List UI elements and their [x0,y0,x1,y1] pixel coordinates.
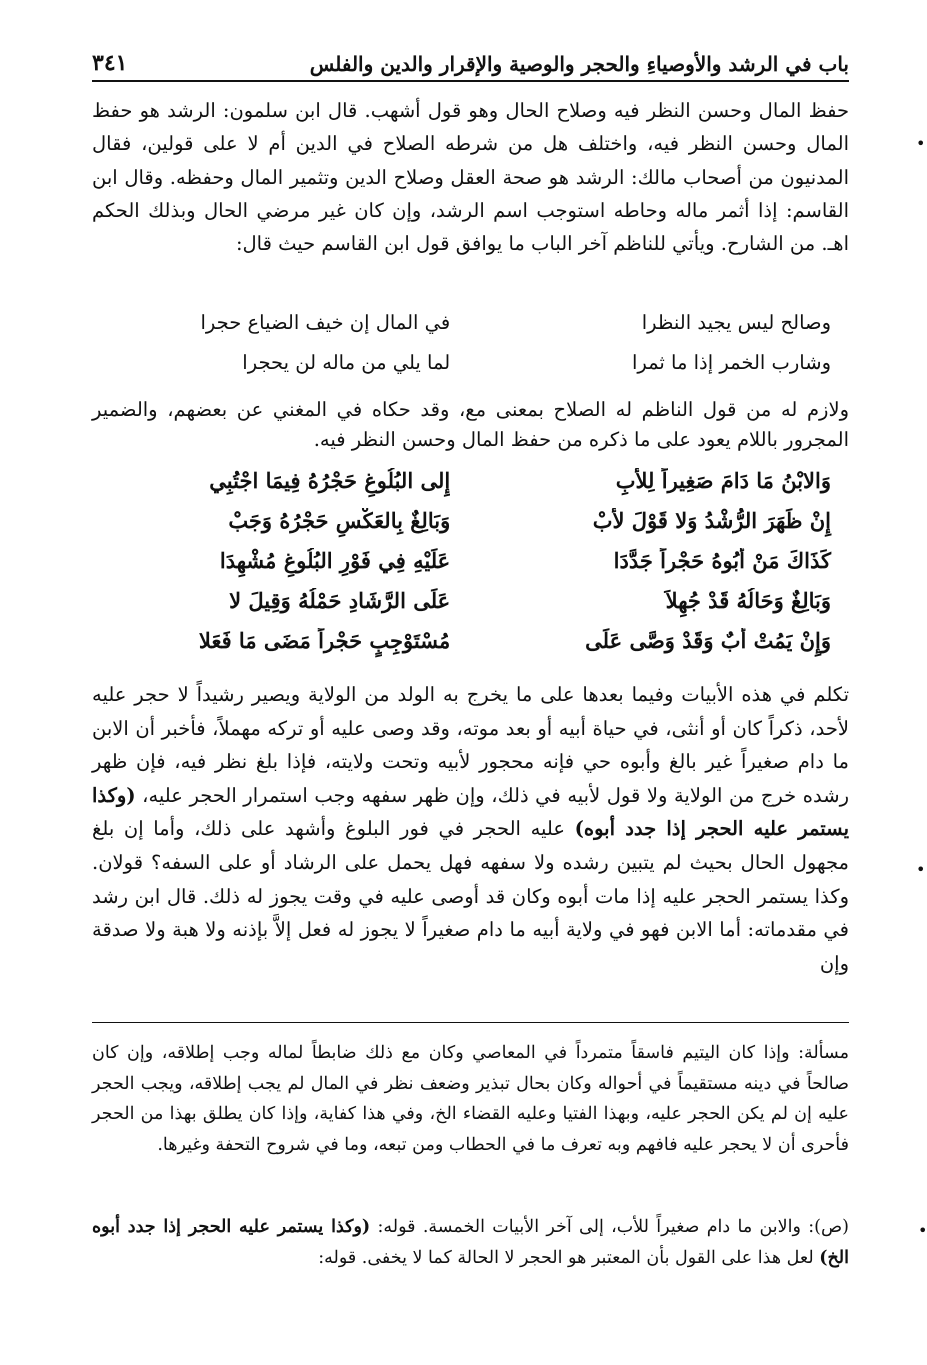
footnote-divider [92,1022,849,1023]
margin-marker: • [916,134,926,153]
verse-line [92,548,849,588]
verse-line [92,311,849,351]
paragraph-1: حفظ المال وحسن النظر فيه وصلاح الحال وهو قول أشهب. قال ابن سلمون: الرشد هو حفظ المال وحسن النظر فيه، واختلف هل من شرطه الصلاح في الدين أم لا على قولين، فقال المدنيون من أصحاب مالك: الرشد هو صحة العقل وصلاح الدين وتثمير المال وحفظه. وقال ابن القاسم: إذا أثمر ماله وحاطه استوجب اسم الرشد، وإن كان غير مرضي الحال وبذلك الحكم اهـ. من الشارح. ويأتي للناظم آخر الباب ما يوافق قول ابن القاسم حيث قال: [92,99,849,256]
margin-marker: • [918,1221,927,1240]
running-header [92,36,849,82]
verse-hemistich-second: إِلى البُلُوغِ حَجْرُهُ فِيمَا اجْتُبِي [209,468,451,493]
verse-hemistich-first: وَبَالِغٌ وَحَالُهُ قَدْ جُهِلاَ [665,588,831,613]
verse-block-2 [92,468,849,668]
paragraph-3 [92,678,849,980]
verse-hemistich-second: عَلَيْهِ فِي فَوْرِ البُلُوغِ مُشْهِدَا [219,548,451,573]
footnote-1: مسألة: وإذا كان اليتيم فاسقاً متمرداً في المعاصي وكان مع ذلك ضابطاً لماله وجب إطلاقه، وإن كان صالحاً في دينه مستقيماً في أحواله وكان بحال تبذير وضعف نظر في المال لم يجب إطلاقه، ويجب الحجر عليه إن لم يكن الحجر عليه، وبهذا الفتيا وعليه القضاء الخ، وفي هذا كفاية، وإذا كان يطلق بهذا من الحجر فأحرى أن لا يحجر عليه فافهم وبه تعرف ما في الحطاب ومن تبعه، وما في شروح التحفة وغيرها. [92,1043,849,1155]
verse-hemistich-second: مُسْتَوْجِبٍ حَجْراً مَضَى مَا فَعَلا [198,628,451,653]
chapter-title: باب في الرشد والأوصياءِ والحجر والوصية والإقرار والدين والفلس [309,52,849,76]
verse-line [92,588,849,628]
footnote-2-text-b: لعل هذا على القول بأن المعتبر هو الحجر لا الحالة كما لا يخفى. قوله: [318,1247,820,1268]
verse-line [92,508,849,548]
verse-hemistich-first: وصالح ليس يجيد النظرا [641,311,831,334]
footnote-2 [92,1212,849,1273]
margin-marker: • [916,860,926,879]
paragraph-2: ولازم له من قول الناظم له الصلاح بمعنى مع، وقد حكاه في المغني عن بعضهم، والضمير المجرور باللام يعود على ما ذكره من حفظ المال وحسن النظر فيه. [92,398,849,451]
verse-hemistich-first: وَالابْنُ مَا دَامَ صَغِيراً لِلأَبِ [615,468,831,493]
verse-hemistich-first: وَإِنْ يَمُتْ أَبٌ وَقَدْ وَصَّى عَلَى [585,628,831,653]
paragraph-3-text-a: تكلم في هذه الأبيات وفيما بعدها على ما يخرج به الولد من الولاية ويصير رشيداً لا حجر عليه لأحد، ذكراً كان أو أنثى، في حياة أبيه أو بعد موته، وقد وصى عليه أو تركه مهملاً، فأخبر أن الابن ما دام صغيراً غير بالغ وأبوه حي فإنه محجور لأبيه وتحت ولايته، فإذا بلغ نظر فيه، فإن ظهر رشده خرج من الولاية ولا قول لأبيه في ذلك، وإن ظهر سفهه وجب استمرار الحجر عليه، [92,683,849,807]
verse-hemistich-second: لما يلي من ماله لن يحجرا [242,351,451,374]
verse-line [92,628,849,668]
page-number: ٣٤١ [92,50,128,76]
footnote-2-text-a: (ص): والابن ما دام صغيراً للأب، إلى آخر الأبيات الخمسة. قوله: [370,1217,849,1237]
verse-hemistich-first: إِنْ ظَهَرَ الرُّشْدُ وَلا قَوْلَ لأَبْ [592,508,831,533]
verse-line [92,351,849,391]
verse-hemistich-second: وَبَالِغٌ بِالعَكْسِ حَجْرُهُ وَجَبْ [228,508,451,533]
footnote-2-bold-quote: (وكذا يستمر عليه الحجر إذا جدد أبوه الخ) [92,1217,849,1268]
verse-line [92,468,849,508]
verse-hemistich-first: وشارب الخمر إذا ما ثمرا [631,351,831,374]
verse-hemistich-first: كَذَاكَ مَنْ أَبُوهُ حَجْراً جَدَّدَا [613,548,831,573]
verse-hemistich-second: في المال إن خيف الضياع حجرا [200,311,451,334]
verse-hemistich-second: عَلَى الرَّشَادِ حَمْلُهُ وَقِيلَ لا [229,588,451,613]
verse-block-1 [92,311,849,391]
paragraph-3-bold-quote: (وكذا يستمر عليه الحجر إذا جدد أبوه) [92,783,849,841]
paragraph-3-text-b: عليه الحجر في فور البلوغ وأشهد على ذلك، وأما إن بلغ مجهول الحال بحيث لم يتبين رشده ولا سفهه فهل يحمل على الرشاد أو على السفه؟ قولان. وكذا يستمر الحجر عليه إذا مات أبوه وكان قد أوصى عليه في وقت يجوز له ذلك. قال ابن رشد في مقدماته: أما الابن فهو في ولاية أبيه ما دام صغيراً لا يجوز له فعل إلاَّ بإذنه ولا هبة ولا صدقة وإن [92,817,849,975]
